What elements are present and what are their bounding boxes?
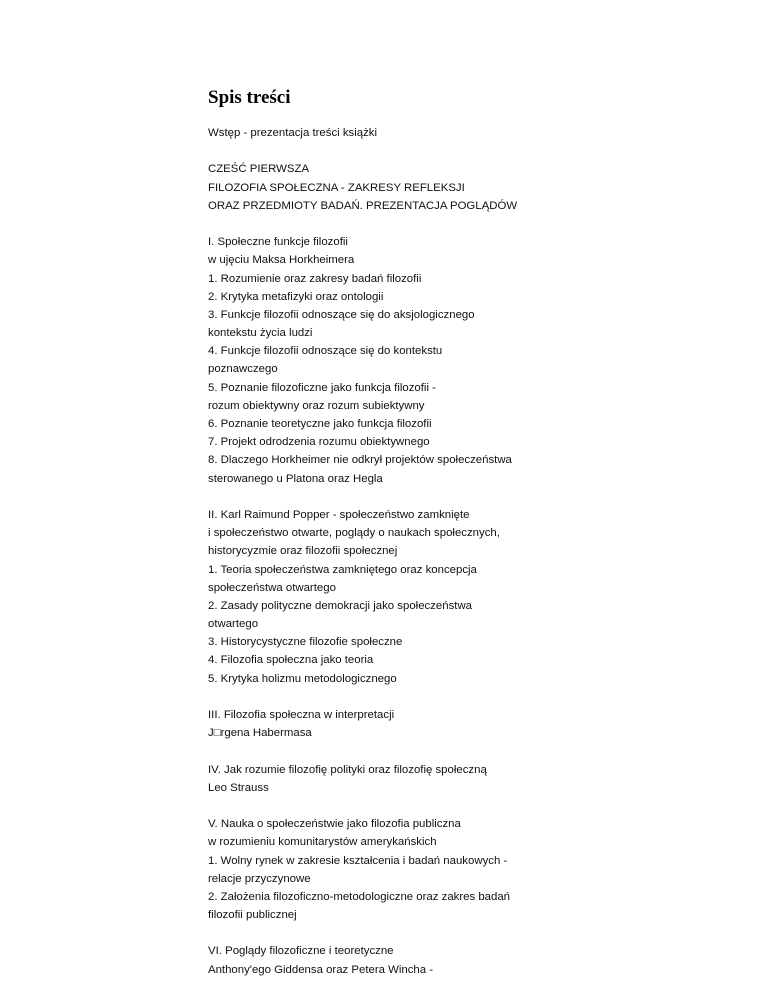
toc-line: historycyzmie oraz filozofii społecznej [208,545,398,558]
toc-line: 2. Zasady polityczne demokracji jako społeczeństwa [208,599,473,612]
toc-line: III. Filozofia społeczna w interpretacji [208,709,395,721]
spacer [208,742,688,760]
toc-line: w rozumieniu komunitarystów amerykańskich [208,836,437,849]
toc-line: 3. Funkcje filozofii odnoszące się do aksjologicznego [208,308,475,321]
chapter-6-section [208,942,688,978]
toc-line: II. Karl Raimund Popper - społeczeństwo zamknięte [208,508,470,521]
chapter-5-section [208,815,688,924]
toc-line: Wstęp - prezentacja treści książki [208,127,378,139]
toc-line: CZEŚĆ PIERWSZA [208,163,310,176]
chapter-3-section [208,706,688,742]
chapter-2-section [208,506,688,688]
toc-line: I. Społeczne funkcje filozofii [208,236,348,249]
toc-line: 5. Krytyka holizmu metodologicznego [208,672,397,685]
spacer [208,924,688,942]
toc-line: kontekstu życia ludzi [208,327,313,340]
toc-line: 2. Założenia filozoficzno-metodologiczne oraz zakres badań [208,890,511,903]
toc-line: 4. Funkcje filozofii odnoszące się do kontekstu [208,345,443,358]
toc-line: relacje przyczynowe [208,872,311,885]
chapter-1-section [208,233,688,488]
toc-line: w ujęciu Maksa Horkheimera [208,254,355,267]
toc-line: filozofii publicznej [208,909,297,922]
toc-line: IV. Jak rozumie filozofię polityki oraz filozofię społeczną [208,763,487,776]
toc-line: ORAZ PRZEDMIOTY BADAŃ. PREZENTACJA POGLĄDÓW [208,199,518,212]
page-title: Spis treści [208,87,291,108]
toc-line: rozum obiektywny oraz rozum subiektywny [208,399,425,412]
toc-line: 1. Wolny rynek w zakresie kształcenia i badań naukowych - [208,854,508,867]
toc-line: Anthony'ego Giddensa oraz Petera Wincha - [208,963,434,976]
toc-line: poznawczego [208,363,278,376]
spacer [208,797,688,815]
toc-line: 5. Poznanie filozoficzne jako funkcja filozofii - [208,381,436,394]
spacer [208,142,688,160]
toc-line: otwartego [208,618,259,631]
part-one-heading [208,160,688,215]
intro-entry [208,124,688,142]
spacer [208,488,688,506]
toc-line: 2. Krytyka metafizyki oraz ontologii [208,290,384,303]
toc-line: 7. Projekt odrodzenia rozumu obiektywnego [208,436,430,449]
table-of-contents [208,84,688,979]
toc-line: sterowanego u Platona oraz Hegla [208,472,383,485]
toc-line: V. Nauka o społeczeństwie jako filozofia publiczna [208,818,461,831]
spacer [208,688,688,706]
toc-line: 4. Filozofia społeczna jako teoria [208,654,374,667]
toc-line: 8. Dlaczego Horkheimer nie odkrył projektów społeczeństwa [208,454,512,467]
spacer [208,215,688,233]
toc-line: 1. Teoria społeczeństwa zamkniętego oraz koncepcja [208,563,477,576]
toc-line: Leo Strauss [208,781,269,794]
toc-line: 1. Rozumienie oraz zakresy badań filozofii [208,272,422,285]
toc-line: 3. Historycystyczne filozofie społeczne [208,636,403,649]
toc-line: 6. Poznanie teoretyczne jako funkcja filozofii [208,418,432,430]
toc-line: społeczeństwa otwartego [208,581,336,594]
toc-line: FILOZOFIA SPOŁECZNA - ZAKRESY REFLEKSJI [208,181,465,194]
chapter-4-section [208,761,688,797]
toc-line: i społeczeństwo otwarte, poglądy o naukach społecznych, [208,527,500,540]
toc-line: J□rgena Habermasa [208,727,312,740]
toc-line: VI. Poglądy filozoficzne i teoretyczne [208,945,394,958]
